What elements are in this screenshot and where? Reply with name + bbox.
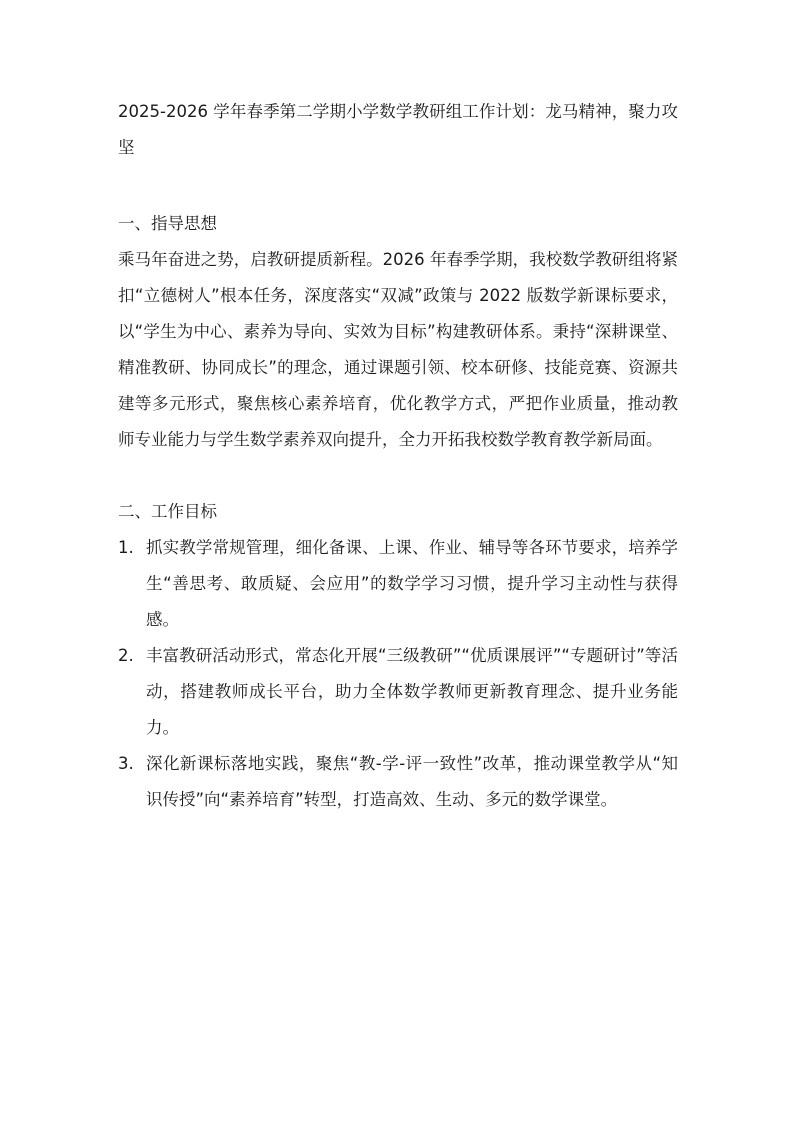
section-heading-guiding-ideology: 一、指导思想 — [118, 214, 217, 233]
section-spacer — [118, 458, 678, 494]
section-heading-work-goals: 二、工作目标 — [118, 502, 217, 521]
document-title: 2025-2026 学年春季第二学期小学数学教研组工作计划：龙马精神，聚力攻坚 — [118, 102, 678, 157]
goal-text: 深化新课标落地实践，聚焦“教-学-评一致性”改革，推动课堂教学从“知识传授”向“素养培育”转型，打造高效、生动、多元的数学课堂。 — [146, 754, 678, 809]
document-content — [118, 94, 678, 818]
goal-item-3 — [118, 746, 678, 818]
section-body-guiding-ideology: 乘马年奋进之势，启教研提质新程。2026 年春季学期，我校数学教研组将紧扣“立德树人”根本任务，深度落实“双减”政策与 2022 版数学新课标要求，以“学生为中心、素养为导向、实效为目标”构建教研体系。秉持“深耕课堂、精准教研、协同成长”的理念，通过课题引领、校本研修、技能竞赛、资源共建等多元形式，聚焦核心素养培育，优化教学方式，严把作业质量，推动教师专业能力与学生数学素养双向提升，全力开拓我校数学教育教学新局面。 — [118, 250, 678, 449]
goal-text: 丰富教研活动形式，常态化开展“三级教研”“优质课展评”“专题研讨”等活动，搭建教师成长平台，助力全体数学教师更新教育理念、提升业务能力。 — [146, 646, 678, 737]
goal-item-1 — [118, 530, 678, 638]
goal-number: 3. — [118, 754, 134, 773]
goal-number: 2. — [118, 646, 134, 665]
goal-text: 抓实教学常规管理，细化备课、上课、作业、辅导等各环节要求，培养学生“善思考、敢质疑、会应用”的数学学习习惯，提升学习主动性与获得感。 — [146, 538, 678, 629]
goal-number: 1. — [118, 538, 134, 557]
goal-item-2 — [118, 638, 678, 746]
